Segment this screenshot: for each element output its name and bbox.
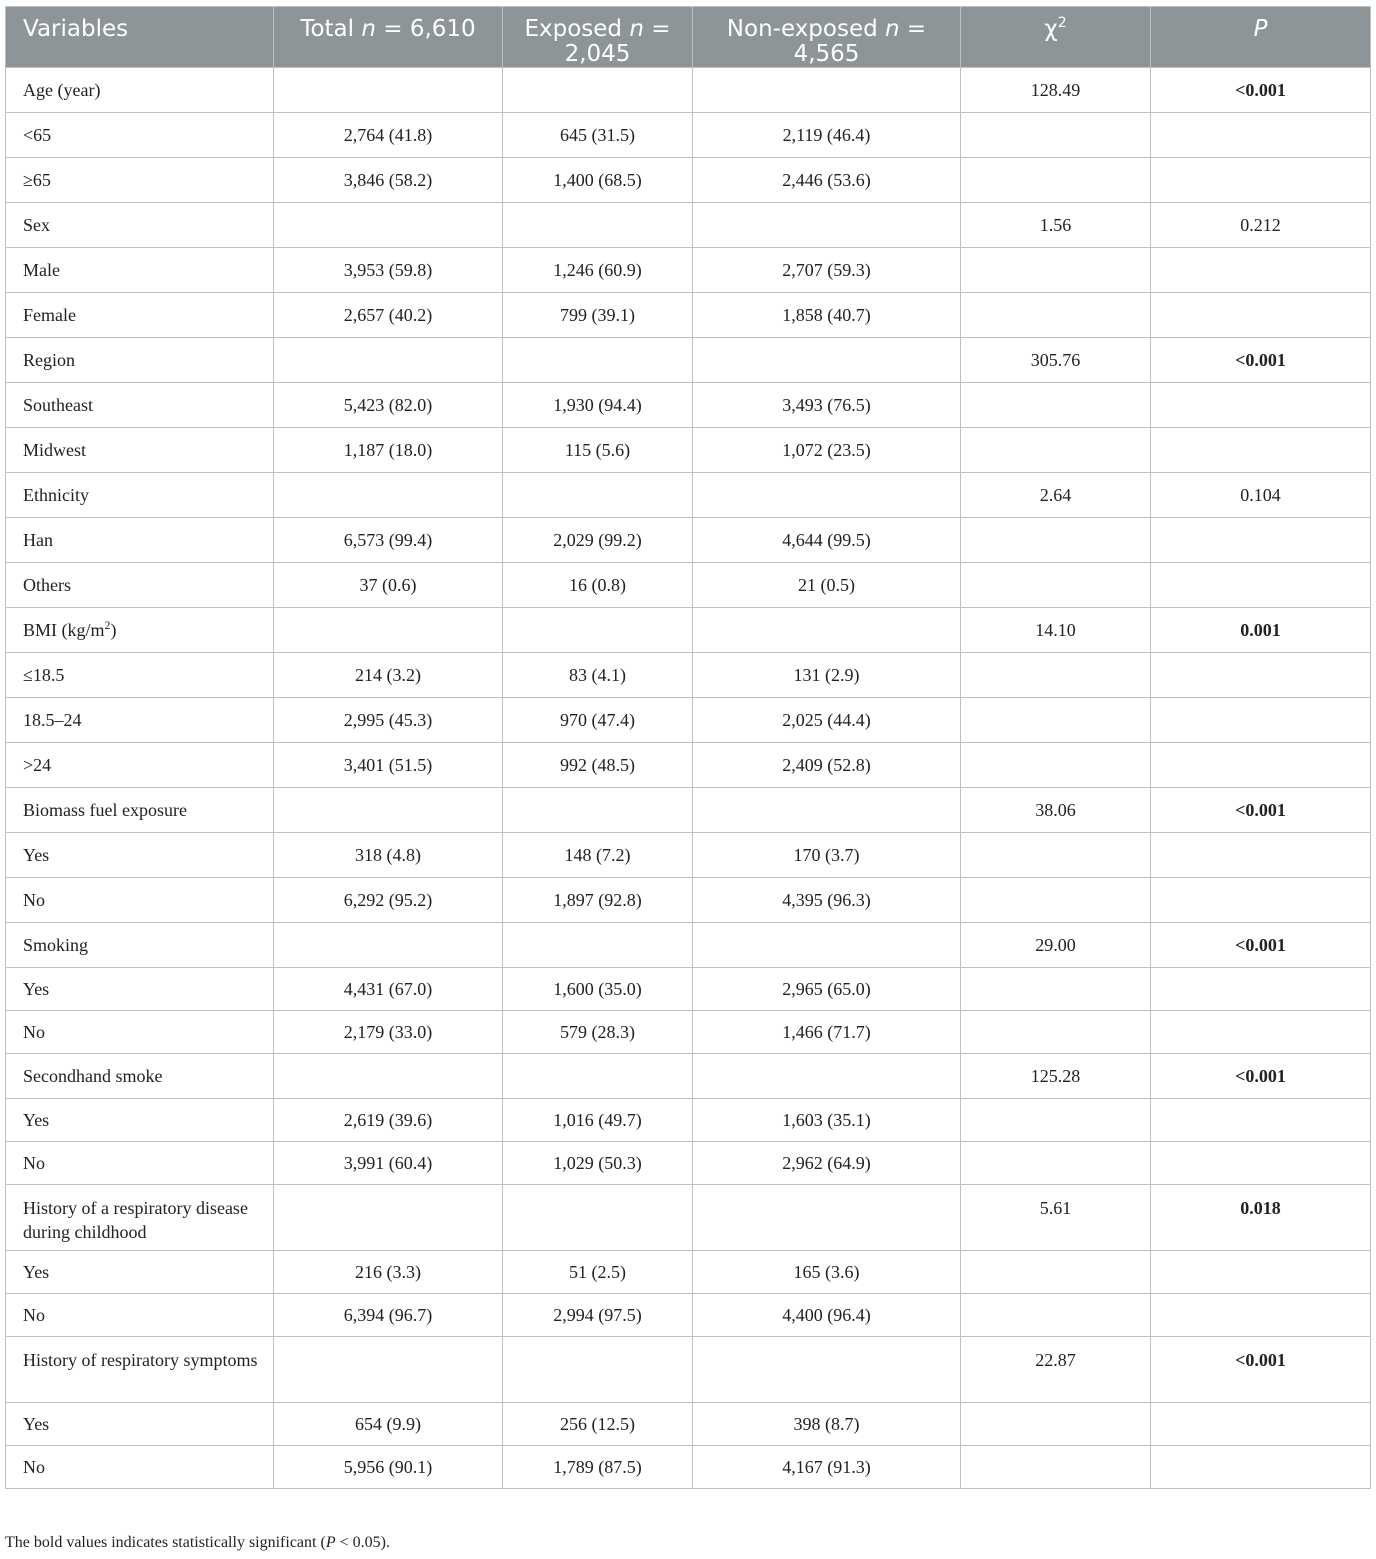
cell-nonexposed	[693, 203, 961, 248]
cell-p	[1151, 968, 1371, 1011]
cell-nonexposed: 4,644 (99.5)	[693, 518, 961, 563]
table-row	[6, 68, 1371, 113]
cell-variable: <65	[6, 113, 274, 158]
cell-total: 2,764 (41.8)	[274, 113, 503, 158]
cell-variable: Southeast	[6, 383, 274, 428]
cell-total: 318 (4.8)	[274, 833, 503, 878]
cell-p: <0.001	[1151, 1337, 1371, 1403]
cell-chi2: 5.61	[961, 1185, 1151, 1251]
cell-exposed: 83 (4.1)	[503, 653, 693, 698]
cell-exposed: 579 (28.3)	[503, 1011, 693, 1054]
cell-chi2	[961, 1251, 1151, 1294]
cell-nonexposed: 1,466 (71.7)	[693, 1011, 961, 1054]
cell-chi2	[961, 833, 1151, 878]
header-total: Total n = 6,610	[274, 7, 503, 68]
cell-nonexposed: 2,962 (64.9)	[693, 1142, 961, 1185]
cell-nonexposed	[693, 788, 961, 833]
cell-nonexposed: 2,707 (59.3)	[693, 248, 961, 293]
cell-variable: Male	[6, 248, 274, 293]
cell-nonexposed: 1,072 (23.5)	[693, 428, 961, 473]
cell-exposed: 1,016 (49.7)	[503, 1099, 693, 1142]
cell-exposed: 2,029 (99.2)	[503, 518, 693, 563]
data-table	[5, 6, 1371, 1489]
cell-nonexposed	[693, 1337, 961, 1403]
cell-total: 216 (3.3)	[274, 1251, 503, 1294]
cell-p	[1151, 833, 1371, 878]
cell-total: 3,401 (51.5)	[274, 743, 503, 788]
cell-total: 6,573 (99.4)	[274, 518, 503, 563]
cell-total: 2,995 (45.3)	[274, 698, 503, 743]
table-row	[6, 1142, 1371, 1185]
header-variables: Variables	[6, 7, 274, 68]
cell-exposed: 799 (39.1)	[503, 293, 693, 338]
cell-variable: Female	[6, 293, 274, 338]
table-row	[6, 653, 1371, 698]
cell-nonexposed: 2,409 (52.8)	[693, 743, 961, 788]
cell-variable: 18.5–24	[6, 698, 274, 743]
cell-nonexposed: 21 (0.5)	[693, 563, 961, 608]
cell-p	[1151, 383, 1371, 428]
cell-exposed: 992 (48.5)	[503, 743, 693, 788]
cell-exposed	[503, 1337, 693, 1403]
table-row	[6, 383, 1371, 428]
table-row	[6, 698, 1371, 743]
header-exposed: Exposed n = 2,045	[503, 7, 693, 68]
header-p-value: P	[1151, 7, 1371, 68]
cell-total: 5,423 (82.0)	[274, 383, 503, 428]
table-row	[6, 428, 1371, 473]
table-body	[6, 68, 1371, 1489]
cell-p	[1151, 518, 1371, 563]
cell-total: 37 (0.6)	[274, 563, 503, 608]
cell-p	[1151, 698, 1371, 743]
cell-exposed	[503, 473, 693, 518]
cell-p	[1151, 1446, 1371, 1489]
cell-chi2	[961, 653, 1151, 698]
cell-nonexposed	[693, 68, 961, 113]
cell-nonexposed: 165 (3.6)	[693, 1251, 961, 1294]
cell-p	[1151, 1142, 1371, 1185]
cell-chi2: 2.64	[961, 473, 1151, 518]
table-row	[6, 203, 1371, 248]
cell-nonexposed: 131 (2.9)	[693, 653, 961, 698]
cell-variable: No	[6, 1142, 274, 1185]
table-row	[6, 1403, 1371, 1446]
table-row	[6, 743, 1371, 788]
cell-p	[1151, 248, 1371, 293]
table-row	[6, 248, 1371, 293]
cell-total	[274, 68, 503, 113]
cell-chi2	[961, 1403, 1151, 1446]
cell-chi2: 14.10	[961, 608, 1151, 653]
table-row	[6, 1054, 1371, 1099]
cell-variable: No	[6, 1446, 274, 1489]
cell-total	[274, 338, 503, 383]
cell-chi2	[961, 743, 1151, 788]
cell-exposed: 1,789 (87.5)	[503, 1446, 693, 1489]
cell-nonexposed: 4,400 (96.4)	[693, 1294, 961, 1337]
cell-exposed: 1,600 (35.0)	[503, 968, 693, 1011]
cell-total: 5,956 (90.1)	[274, 1446, 503, 1489]
cell-p	[1151, 1403, 1371, 1446]
cell-exposed: 1,400 (68.5)	[503, 158, 693, 203]
cell-p: 0.212	[1151, 203, 1371, 248]
header-nonexposed: Non-exposed n = 4,565	[693, 7, 961, 68]
header-row	[6, 7, 1371, 68]
cell-p: 0.104	[1151, 473, 1371, 518]
cell-p: <0.001	[1151, 338, 1371, 383]
cell-p	[1151, 563, 1371, 608]
cell-p: 0.001	[1151, 608, 1371, 653]
cell-total	[274, 203, 503, 248]
cell-nonexposed	[693, 1185, 961, 1251]
cell-variable: Others	[6, 563, 274, 608]
cell-exposed	[503, 203, 693, 248]
cell-total	[274, 608, 503, 653]
cell-chi2	[961, 158, 1151, 203]
cell-exposed: 2,994 (97.5)	[503, 1294, 693, 1337]
cell-nonexposed: 398 (8.7)	[693, 1403, 961, 1446]
cell-nonexposed: 3,493 (76.5)	[693, 383, 961, 428]
cell-variable: Smoking	[6, 923, 274, 968]
cell-chi2: 128.49	[961, 68, 1151, 113]
cell-p	[1151, 1099, 1371, 1142]
cell-exposed	[503, 1054, 693, 1099]
cell-p: <0.001	[1151, 788, 1371, 833]
cell-p	[1151, 428, 1371, 473]
table-row	[6, 923, 1371, 968]
cell-chi2	[961, 113, 1151, 158]
cell-variable: History of respiratory symptoms	[6, 1337, 274, 1403]
cell-exposed: 970 (47.4)	[503, 698, 693, 743]
cell-total: 3,953 (59.8)	[274, 248, 503, 293]
cell-chi2	[961, 563, 1151, 608]
table-row	[6, 518, 1371, 563]
cell-p	[1151, 878, 1371, 923]
cell-total	[274, 473, 503, 518]
cell-chi2	[961, 1011, 1151, 1054]
cell-p	[1151, 1251, 1371, 1294]
cell-exposed: 256 (12.5)	[503, 1403, 693, 1446]
cell-total	[274, 1337, 503, 1403]
cell-p: <0.001	[1151, 68, 1371, 113]
cell-total	[274, 923, 503, 968]
cell-chi2	[961, 968, 1151, 1011]
table-row	[6, 788, 1371, 833]
cell-exposed	[503, 608, 693, 653]
cell-exposed	[503, 338, 693, 383]
cell-total: 2,179 (33.0)	[274, 1011, 503, 1054]
cell-total: 2,619 (39.6)	[274, 1099, 503, 1142]
cell-nonexposed	[693, 923, 961, 968]
table-row	[6, 1251, 1371, 1294]
table-row	[6, 878, 1371, 923]
cell-variable: No	[6, 1011, 274, 1054]
cell-p	[1151, 1011, 1371, 1054]
cell-total: 6,292 (95.2)	[274, 878, 503, 923]
cell-chi2: 38.06	[961, 788, 1151, 833]
cell-chi2	[961, 293, 1151, 338]
table-row	[6, 1294, 1371, 1337]
cell-p	[1151, 158, 1371, 203]
cell-exposed: 1,246 (60.9)	[503, 248, 693, 293]
table-footnote: The bold values indicates statistically significant (P < 0.05).	[5, 1534, 390, 1551]
cell-p	[1151, 113, 1371, 158]
cell-exposed	[503, 1185, 693, 1251]
cell-chi2	[961, 383, 1151, 428]
cell-nonexposed	[693, 473, 961, 518]
cell-exposed: 645 (31.5)	[503, 113, 693, 158]
cell-chi2	[961, 1446, 1151, 1489]
cell-nonexposed: 170 (3.7)	[693, 833, 961, 878]
cell-variable: Age (year)	[6, 68, 274, 113]
cell-variable: Yes	[6, 1403, 274, 1446]
table-container	[5, 6, 1370, 1489]
cell-variable: >24	[6, 743, 274, 788]
cell-chi2: 22.87	[961, 1337, 1151, 1403]
cell-p	[1151, 653, 1371, 698]
cell-variable: No	[6, 878, 274, 923]
cell-chi2	[961, 248, 1151, 293]
cell-exposed: 115 (5.6)	[503, 428, 693, 473]
cell-total: 3,846 (58.2)	[274, 158, 503, 203]
cell-nonexposed: 1,603 (35.1)	[693, 1099, 961, 1142]
cell-exposed: 148 (7.2)	[503, 833, 693, 878]
cell-chi2	[961, 878, 1151, 923]
cell-p: <0.001	[1151, 1054, 1371, 1099]
cell-chi2	[961, 1294, 1151, 1337]
cell-variable: Sex	[6, 203, 274, 248]
cell-variable: ≥65	[6, 158, 274, 203]
table-row	[6, 473, 1371, 518]
cell-total: 3,991 (60.4)	[274, 1142, 503, 1185]
table-row	[6, 608, 1371, 653]
cell-variable: Secondhand smoke	[6, 1054, 274, 1099]
cell-nonexposed	[693, 608, 961, 653]
cell-exposed: 1,029 (50.3)	[503, 1142, 693, 1185]
cell-p	[1151, 743, 1371, 788]
cell-variable: Midwest	[6, 428, 274, 473]
cell-total: 6,394 (96.7)	[274, 1294, 503, 1337]
table-header	[6, 7, 1371, 68]
cell-total: 4,431 (67.0)	[274, 968, 503, 1011]
cell-exposed	[503, 68, 693, 113]
cell-variable: Yes	[6, 1099, 274, 1142]
cell-chi2: 305.76	[961, 338, 1151, 383]
table-row	[6, 1446, 1371, 1489]
cell-total	[274, 788, 503, 833]
cell-p: 0.018	[1151, 1185, 1371, 1251]
cell-p	[1151, 1294, 1371, 1337]
cell-variable: Yes	[6, 1251, 274, 1294]
cell-variable: Yes	[6, 968, 274, 1011]
cell-exposed	[503, 923, 693, 968]
cell-nonexposed: 2,965 (65.0)	[693, 968, 961, 1011]
table-row	[6, 833, 1371, 878]
cell-chi2	[961, 1142, 1151, 1185]
table-row	[6, 563, 1371, 608]
cell-chi2	[961, 428, 1151, 473]
cell-chi2: 125.28	[961, 1054, 1151, 1099]
cell-nonexposed: 4,167 (91.3)	[693, 1446, 961, 1489]
cell-variable: BMI $(kg/m^2)$	[6, 608, 274, 653]
cell-exposed: 51 (2.5)	[503, 1251, 693, 1294]
cell-total	[274, 1185, 503, 1251]
cell-variable: ≤18.5	[6, 653, 274, 698]
table-row	[6, 1011, 1371, 1054]
table-row	[6, 338, 1371, 383]
cell-variable: Han	[6, 518, 274, 563]
cell-total: 214 (3.2)	[274, 653, 503, 698]
cell-variable: History of a respiratory disease during childhood	[6, 1185, 274, 1251]
header-chi-square: $\chi^2$	[961, 7, 1151, 68]
cell-nonexposed	[693, 338, 961, 383]
table-row	[6, 293, 1371, 338]
cell-variable: Yes	[6, 833, 274, 878]
cell-total: 654 (9.9)	[274, 1403, 503, 1446]
cell-nonexposed: 2,119 (46.4)	[693, 113, 961, 158]
cell-nonexposed: 2,025 (44.4)	[693, 698, 961, 743]
cell-total: 2,657 (40.2)	[274, 293, 503, 338]
cell-chi2	[961, 1099, 1151, 1142]
table-row	[6, 968, 1371, 1011]
cell-p: <0.001	[1151, 923, 1371, 968]
table-row	[6, 1337, 1371, 1403]
cell-nonexposed: 2,446 (53.6)	[693, 158, 961, 203]
table-row	[6, 1185, 1371, 1251]
cell-total: 1,187 (18.0)	[274, 428, 503, 473]
table-row	[6, 158, 1371, 203]
cell-chi2: 29.00	[961, 923, 1151, 968]
cell-variable: Biomass fuel exposure	[6, 788, 274, 833]
cell-nonexposed	[693, 1054, 961, 1099]
cell-nonexposed: 1,858 (40.7)	[693, 293, 961, 338]
cell-variable: Ethnicity	[6, 473, 274, 518]
cell-p	[1151, 293, 1371, 338]
table-row	[6, 113, 1371, 158]
cell-total	[274, 1054, 503, 1099]
cell-nonexposed: 4,395 (96.3)	[693, 878, 961, 923]
cell-variable: Region	[6, 338, 274, 383]
cell-variable: No	[6, 1294, 274, 1337]
cell-exposed: 16 (0.8)	[503, 563, 693, 608]
cell-chi2	[961, 518, 1151, 563]
cell-exposed: 1,930 (94.4)	[503, 383, 693, 428]
cell-exposed: 1,897 (92.8)	[503, 878, 693, 923]
cell-exposed	[503, 788, 693, 833]
cell-chi2: 1.56	[961, 203, 1151, 248]
cell-chi2	[961, 698, 1151, 743]
table-row	[6, 1099, 1371, 1142]
